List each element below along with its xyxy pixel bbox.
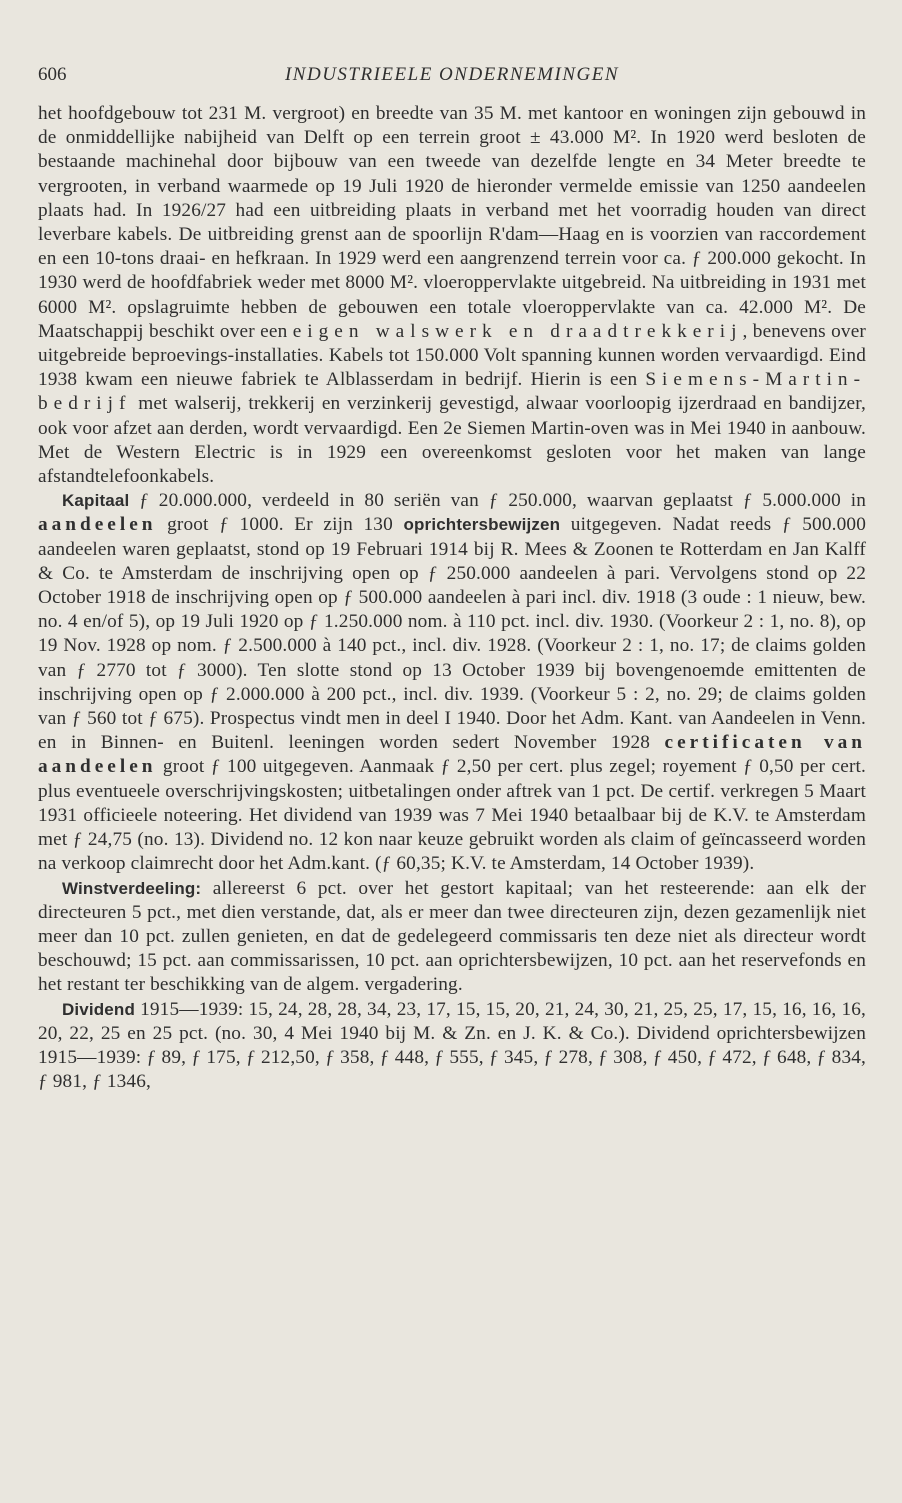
winstverdeeling-heading: Winstverdeeling: — [62, 878, 202, 898]
kapitaal-text-4: groot ƒ 100 uitgegeven. Aanmaak ƒ 2,50 per cert. plus zegel; royement ƒ 0,50 per cert. plus eventueele overschrijvingskosten; uitbetalingen onder aftrek van 1 pct. De certif. verkregen 5 Maart 1931 officieele noteering. Het dividend van 1939 was 7 Mei 1940 betaalbaar bij de K.V. te Amsterdam met ƒ 24,75 (no. 13). Dividend no. 12 kon naar keuze gebruikt worden als claim of geïncasseerd worden na verkoop claimrecht door het Adm.kant. (ƒ 60,35; K.V. te Amsterdam, 14 October 1939). — [38, 756, 866, 875]
kapitaal-term-certificaten: certificaten van aandeelen — [38, 732, 866, 778]
winstverdeeling-text: allereerst 6 pct. over het gestort kapitaal; van het resteerende: aan elk der directeuren 5 pct., met dien verstande, dat, als er meer dan twee directeuren zijn, dezen gezamenlijk niet meer dan 10 pct. zullen genieten, en dat de gedelegeerd commissaris ten deze niet als directeur wordt beschouwd; 15 pct. aan commissarissen, 10 pct. aan oprichtersbewijzen, 10 pct. aan het reservefonds en het restant ter beschikking van de algem. vergadering. — [38, 877, 866, 996]
kapitaal-term-oprichtersbewijzen: oprichtersbewijzen — [403, 515, 561, 535]
kapitaal-paragraph — [38, 489, 866, 876]
intro-paragraph — [38, 102, 866, 489]
intro-text-3: met walserij, trekkerij en verzinkerij gevestigd, alwaar voorloopig ijzerdraad en bandijzer, ook voor afzet aan derden, wordt vervaardigd. Een 2e Siemen Martin-oven was in Mei 1940 in aanbouw. Met de Western Electric is in 1929 een overeenkomst gesloten voor het maken van lange afstandtelefoonkabels. — [38, 393, 866, 488]
kapitaal-heading: Kapitaal — [62, 491, 130, 511]
kapitaal-text-1: ƒ 20.000.000, verdeeld in 80 seriën van ƒ 250.000, waarvan geplaatst ƒ 5.000.000 in — [129, 490, 866, 512]
kapitaal-text-2: groot ƒ 1000. Er zijn 130 — [156, 514, 404, 536]
kapitaal-text-3: uitgegeven. Nadat reeds ƒ 500.000 aandeelen waren geplaatst, stond op 19 Februari 1914 bij R. Mees & Zoonen te Rotterdam en Jan Kalff & Co. te Amsterdam de inschrijving open op ƒ 250.000 aandeelen à pari. Vervolgens stond op 22 October 1918 de inschrijving open op ƒ 500.000 aandeelen à pari incl. div. 1918 (3 oude : 1 nieuw, bew. no. 4 en/of 5), op 19 Juli 1920 op ƒ 1.250.000 nom. à 110 pct. incl. div. 1930. (Voorkeur 2 : 1, no. 8), op 19 Nov. 1928 op nom. ƒ 2.500.000 à 140 pct., incl. div. 1928. (Voorkeur 2 : 1, no. 17; de claims golden van ƒ 2770 tot ƒ 3000). Ten slotte stond op 13 October 1939 bij bovengenoemde emittenten de inschrijving open op ƒ 2.000.000 à 200 pct., incl. div. 1939. (Voorkeur 5 : 2, no. 29; de claims golden van ƒ 560 tot ƒ 675). Prospectus vindt men in deel I 1940. Door het Adm. Kant. van Aandeelen in Venn. en in Binnen- en Buitenl. leeningen worden sedert November 1928 — [38, 514, 866, 754]
kapitaal-term-aandeelen: aandeelen — [38, 514, 157, 536]
running-title: INDUSTRIEELE ONDERNEMINGEN — [284, 64, 619, 85]
page-header — [38, 64, 866, 94]
dividend-text: 1915—1939: 15, 24, 28, 28, 34, 23, 17, 15, 15, 20, 21, 24, 30, 21, 25, 25, 17, 15, 16, 16, 16, 20, 22, 25 en 25 pct. (no. 30, 4 Mei 1940 bij M. & Zn. en J. K. & Co.). Dividend oprichtersbewijzen 1915—1939: ƒ 89, ƒ 175, ƒ 212,50, ƒ 358, ƒ 448, ƒ 555, ƒ 345, ƒ 278, ƒ 308, ƒ 450, ƒ 472, ƒ 648, ƒ 834, ƒ 981, ƒ 1346, — [38, 998, 866, 1093]
intro-spaced-term-2: Siemens-Martin-bedrijf — [38, 369, 866, 415]
document-page — [38, 64, 866, 1094]
intro-text-1: het hoofdgebouw tot 231 M. vergroot) en breedte van 35 M. met kantoor en woningen zijn gebouwd in de onmiddellijke nabijheid van Delft op een terrein groot ± 43.000 M². In 1920 werd besloten de bestaande machinehal door bijbouw van een tweede van dezelfde lengte en 34 Meter breedte te vergrooten, in verband waarmede op 19 Juli 1920 de hieronder vermelde emissie van 1250 aandeelen plaats had. In 1926/27 had een uitbreiding plaats in verband met het voorradig houden van direct leverbare kabels. De uitbreiding grenst aan de spoorlijn R'dam—Haag en is voorzien van raccordement en een 10-tons draai- en hefkraan. In 1929 werd een aangrenzend terrein voor ca. ƒ 200.000 gekocht. In 1930 werd de hoofdfabriek weder met 8000 M². vloeroppervlakte uitgebreid. Na uitbreiding in 1931 met 6000 M². opslagruimte hebben de gebouwen een totale vloeroppervlakte van ca. 42.000 M². De Maatschappij beschikt over een — [38, 103, 866, 342]
dividend-paragraph — [38, 998, 866, 1095]
dividend-heading: Dividend — [62, 999, 135, 1019]
page-number: 606 — [38, 64, 67, 85]
winstverdeeling-paragraph — [38, 877, 866, 998]
intro-spaced-term-1: eigen walswerk en draadtrekkerij — [292, 320, 743, 342]
intro-text-2: , benevens over uitgebreide beproevings-installaties. Kabels tot 150.000 Volt spanning kunnen worden vervaardigd. Eind 1938 kwam een nieuwe fabriek te Alblasserdam in bedrijf. Hierin is een — [38, 320, 866, 391]
